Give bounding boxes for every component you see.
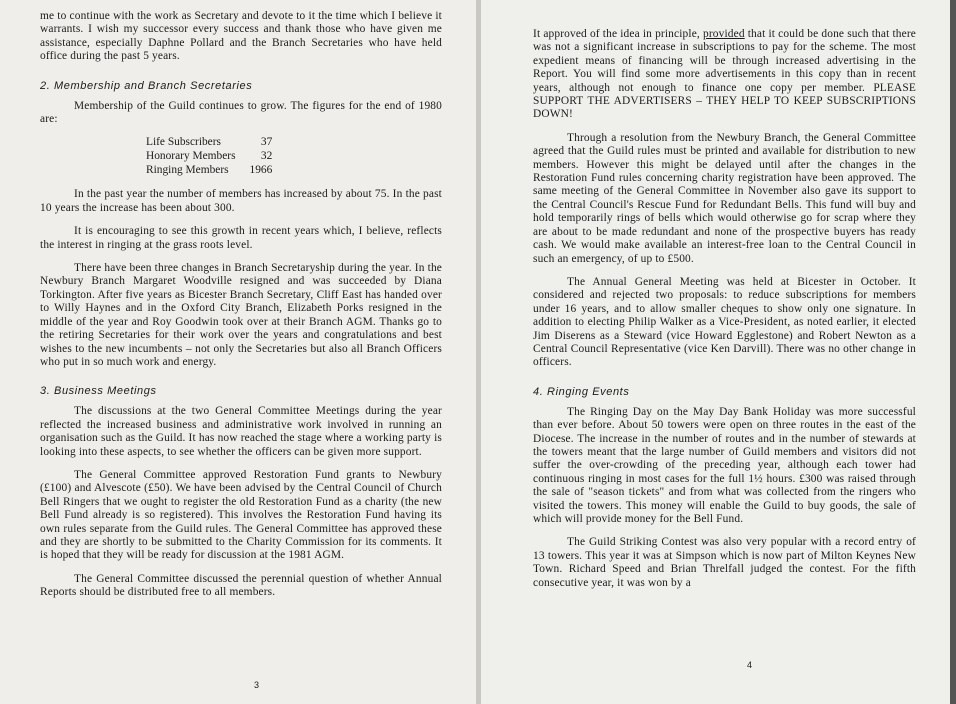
membership-value: 37 [260,136,273,149]
text-run: It approved of the idea in principle, [533,28,703,40]
underlined-word: provided [702,28,745,40]
membership-paragraph-1: Membership of the Guild continues to grow. The figures for the end of 1980 are: [40,99,442,126]
membership-table [146,136,272,178]
agm-paragraph: The Annual General Meeting was held at Bicester in October. It considered and rejected two proposals: to reduce subscriptions for members under 16 years, and to allow smaller cheques to show only one signature. In addition to electing Philip Walker as a Vice-President, as noted earlier, it elected Jim Diserens as a Steward (vice Howard Egglestone) and Robert Newton as a Central Council Representative (vice Ken Darvill). There was no other change in officers. [533,275,916,369]
advertising-paragraph [533,28,916,122]
business-paragraph-2: The General Committee approved Restoration Fund grants to Newbury (£100) and Alvescote (£50). We have been advised by the Central Council of Church Bell Ringers that we ought to register the old Restoration Fund as a charity (the new Bell Fund already is so registered). This involves the Restoration Fund having its own rules separate from the Guild rules. The General Committee has approved these and they are shortly to be submitted to the Charity Commission for its comments. It is hoped that they will be ready for discussion at the 1981 AGM. [40,468,442,562]
membership-value: 32 [260,150,273,163]
membership-label: Life Subscribers [146,136,221,149]
table-row [146,136,272,150]
page-edge [950,0,956,704]
section-heading-membership: 2. Membership and Branch Secretaries [40,79,253,92]
section-heading-ringing-events: 4. Ringing Events [533,385,630,398]
intro-paragraph: me to continue with the work as Secretary and devote to it the time which I believe it warrants. I wish my successor every success and thank those who have given me assistance, especially Daphne Pollard and the Branch Secretaries who have held office during the past 5 years. [40,10,442,63]
business-paragraph-1: The discussions at the two General Committee Meetings during the year reflected the increased business and administrative work involved in running an organisation such as the Guild. It has now reached the stage where a working party is looking into these aspects, to see whether the officers can be given more support. [40,405,442,458]
membership-paragraph-3: It is encouraging to see this growth in recent years which, I believe, reflects the interest in ringing at the grass roots level. [40,225,442,251]
table-row [146,164,272,178]
business-paragraph-3: The General Committee discussed the perennial question of whether Annual Reports should be distributed free to all members. [40,572,442,599]
membership-label: Honorary Members [146,150,236,163]
section-heading-business: 3. Business Meetings [40,385,157,398]
membership-paragraph-4: There have been three changes in Branch Secretaryship during the year. In the Newbury Branch Margaret Woodville resigned and was succeeded by Diana Torkington. After five years as Bicester Branch Secretary, Cliff East has handed over to Willy Haynes and in the Oxford City Branch, Elizabeth Porks resigned in the middle of the year and Roy Goodwin took over at their Branch AGM. Thanks go to the retiring Secretaries for their work over the years and congratulations and best wishes to the new incumbents – not only the Secretaries but also all Branch Officers who put in so much work and energy. [40,262,442,368]
right-page [481,0,956,704]
membership-label: Ringing Members [146,164,229,177]
table-row [146,150,272,164]
text-run: that it could be done such that there was not a significant increase in subscriptions to pay for the scheme. The most expedient means of financing will be through increased advertising in the Report. You will find some more advertisements in this copy than in recent years, although not enough to finance one copy per member. PLEASE SUPPORT THE ADVERTISERS – THEY HELP TO KEEP SUBSCRIPTIONS DOWN! [533,28,916,121]
left-page [0,0,476,704]
membership-paragraph-2: In the past year the number of members has increased by about 75. In the past 10 years the increase has been about 300. [40,188,442,214]
ringing-day-paragraph: The Ringing Day on the May Day Bank Holiday was more successful than ever before. About 50 towers were open on three routes in the east of the Diocese. The increase in the number of routes and in the number of stewards at the towers meant that the large number of Guild members and visitors did not suffer the over-crowding of the preceding year, although each tower had continuous ringing in most cases for the full 1½ hours. £300 was raised through the sale of "season tickets" and from what was collected from the ringers who visited the towers. This money will enable the Guild to buy goods, the sale of which will provide money for the Bell Fund. [533,405,916,525]
membership-value: 1966 [249,164,273,177]
striking-contest-paragraph: The Guild Striking Contest was also very popular with a record entry of 13 towers. This year it was at Simpson which is now part of Milton Keynes New Town. Richard Speed and Brian Threlfall judged the contest. For the fifth consecutive year, it was won by a [533,536,916,589]
page-number: 3 [254,680,260,690]
rules-paragraph: Through a resolution from the Newbury Branch, the General Committee agreed that the Guild rules must be printed and available for distribution to new members. However this might be delayed until after the changes in the Restoration Fund rules concerning charity registration have been approved. The same meeting of the General Committee in November also gave its support to the Central Council's Rescue Fund for Redundant Bells. This fund will buy and hold temporarily rings of bells which would otherwise go for scrap where they are about to be made redundant and none of the prospective buyers has ready cash. We would make available an interest-free loan to the Central Council in such an emergency, of up to £500. [533,131,916,265]
page-number: 4 [747,660,753,670]
